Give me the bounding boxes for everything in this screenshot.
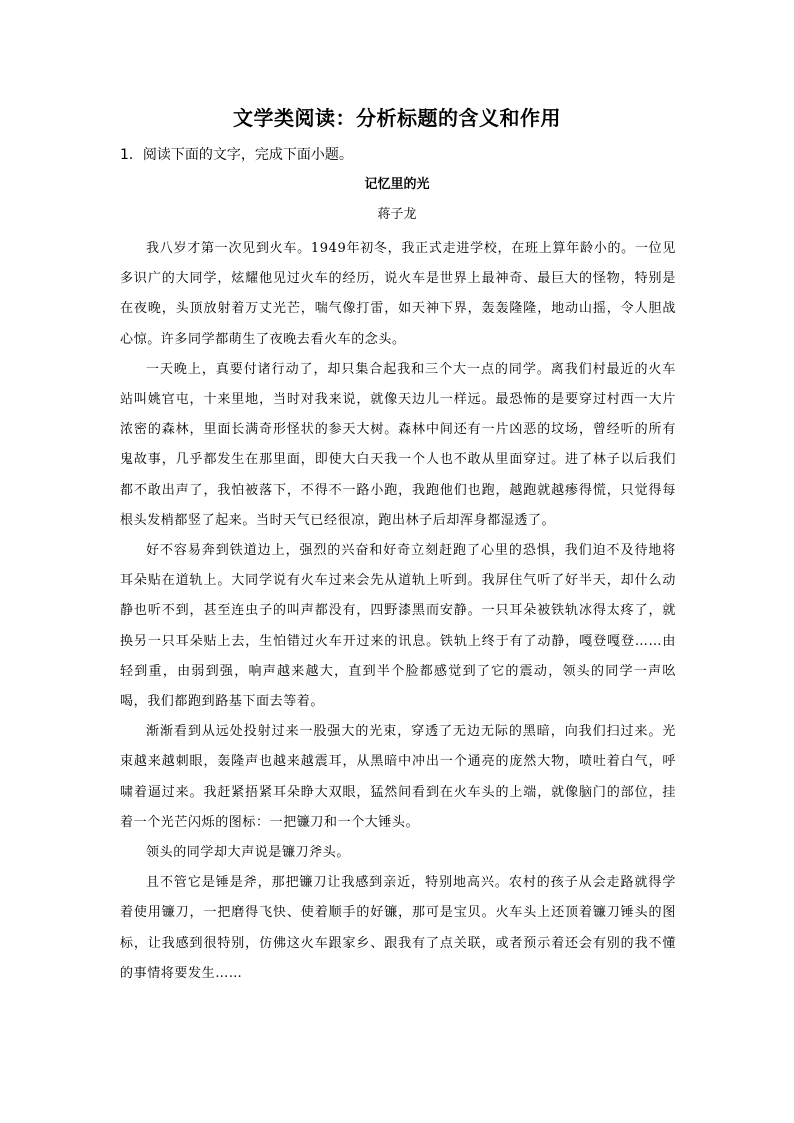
paragraph: 一天晚上，真要付诸行动了，却只集合起我和三个大一点的同学。离我们村最近的火车站叫姚官屯，十来里地，当时对我来说，就像天边儿一样远。最恐怖的是要穿过村西一大片浓密的森林，里面长满奇形怪状的参天大树。森林中间还有一片凶恶的坟场，曾经听的所有鬼故事，几乎都发生在那里面，即使大白天我一个人也不敢从里面穿过。进了林子以后我们都不敢出声了，我怕被落下，不得不一路小跑，我跑他们也跑，越跑就越瘆得慌，只觉得每根头发梢都竖了起来。当时天气已经很凉，跑出林子后却浑身都湿透了。 (120, 361, 676, 528)
paragraph: 渐渐看到从远处投射过来一股强大的光束，穿透了无边无际的黑暗，向我们扫过来。光束越来越刺眼，轰隆声也越来越震耳，从黑暗中冲出一个通亮的庞然大物，喷吐着白气，呼啸着逼过来。我赶紧捂紧耳朵睁大双眼，猛然间看到在火车头的上端，就像脑门的部位，挂着一个光芒闪烁的图标：一把镰刀和一个大锤头。 (120, 724, 676, 830)
story-title: 记忆里的光 (364, 177, 430, 192)
document-title: 文学类阅读：分析标题的含义和作用 (233, 106, 561, 130)
question-instruction: 1．阅读下面的文字，完成下面小题。 (120, 147, 353, 163)
paragraph: 领头的同学却大声说是镰刀斧头。 (146, 845, 351, 861)
paragraph: 且不管它是锤是斧，那把镰刀让我感到亲近，特别地高兴。农村的孩子从会走路就得学着使用镰刀，一把磨得飞快、使着顺手的好镰，那可是宝贝。火车头上还顶着镰刀锤头的图标，让我感到很特别，仿佛这火车跟家乡、跟我有了点关联，或者预示着还会有别的我不懂的事情将要发生…… (120, 875, 676, 981)
story-author: 蒋子龙 (377, 207, 417, 222)
paragraph: 好不容易奔到铁道边上，强烈的兴奋和好奇立刻赶跑了心里的恐惧，我们迫不及待地将耳朵贴在道轨上。大同学说有火车过来会先从道轨上听到。我屏住气听了好半天，却什么动静也听不到，甚至连虫子的叫声都没有，四野漆黑而安静。一只耳朵被铁轨冰得太疼了，就换另一只耳朵贴上去，生怕错过火车开过来的讯息。铁轨上终于有了动静，嘎登嘎登……由轻到重，由弱到强，响声越来越大，直到半个脸都感觉到了它的震动，领头的同学一声吆喝，我们都跑到路基下面去等着。 (120, 543, 676, 710)
paragraph: 我八岁才第一次见到火车。1949年初冬，我正式走进学校，在班上算年龄小的。一位见多识广的大同学，炫耀他见过火车的经历，说火车是世界上最神奇、最巨大的怪物，特别是在夜晚，头顶放射着万丈光芒，喘气像打雷，如天神下界，轰轰隆隆，地动山摇，令人胆战心惊。许多同学都萌生了夜晚去看火车的念头。 (120, 241, 676, 347)
story-body (120, 234, 676, 989)
